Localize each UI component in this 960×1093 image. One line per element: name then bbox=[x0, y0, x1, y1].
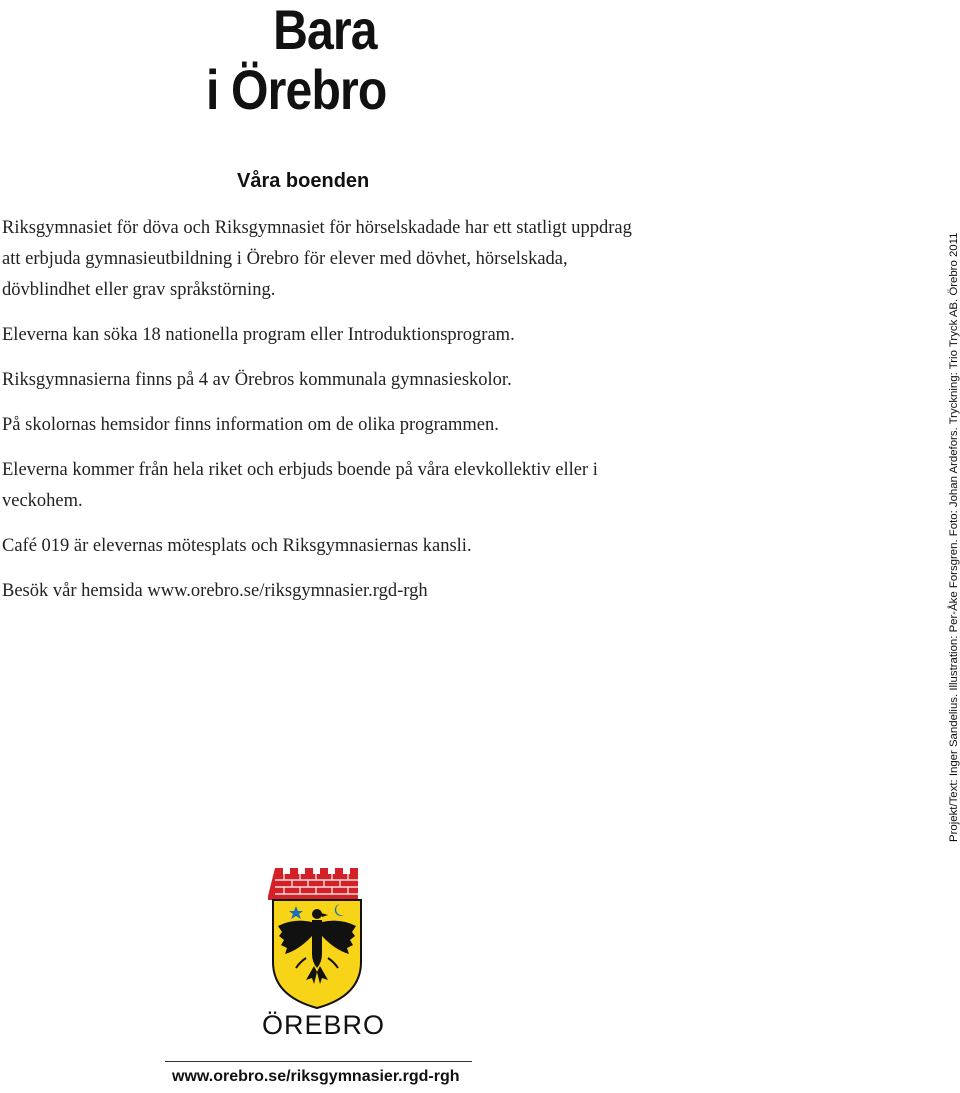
website-paragraph: Besök vår hemsida www.orebro.se/riksgymnasier.rgd-rgh bbox=[2, 581, 428, 601]
footer-url: www.orebro.se/riksgymnasier.rgd-rgh bbox=[172, 1068, 460, 1085]
title-line-2: i Örebro bbox=[206, 58, 387, 121]
credits-vertical: Projekt/Text: Inger Sandelius. Illustration: Per-Åke Forsgren. Foto: Johan Ardefors. Tryckning: Trio Tryck AB. Örebro 2011 bbox=[948, 232, 960, 842]
paragraph: På skolornas hemsidor finns information om de olika programmen. bbox=[2, 415, 499, 435]
paragraph: Eleverna kan söka 18 nationella program eller Introduktionsprogram. bbox=[2, 325, 515, 345]
paragraph: Eleverna kommer från hela riket och erbjuds boende på våra elevkollektiv eller i veckohem. bbox=[2, 460, 598, 511]
paragraph: Riksgymnasierna finns på 4 av Örebros kommunala gymnasieskolor. bbox=[2, 370, 512, 390]
page-title bbox=[206, 0, 430, 120]
section-heading: Våra boenden bbox=[237, 170, 370, 192]
footer-divider bbox=[165, 1061, 472, 1062]
paragraph: Café 019 är elevernas mötesplats och Riksgymnasiernas kansli. bbox=[2, 536, 472, 556]
body-text bbox=[2, 213, 642, 621]
title-line-1: Bara bbox=[273, 0, 377, 61]
orebro-crest-icon bbox=[268, 860, 366, 1010]
orebro-wordmark: ÖREBRO bbox=[262, 1010, 386, 1040]
paragraph: Riksgymnasiet för döva och Riksgymnasiet för hörselskadade har ett statligt uppdrag att erbjuda gymnasieutbildning i Örebro för elever med dövhet, hörselskada, dövblindhet eller grav språkstörning. bbox=[2, 218, 632, 300]
